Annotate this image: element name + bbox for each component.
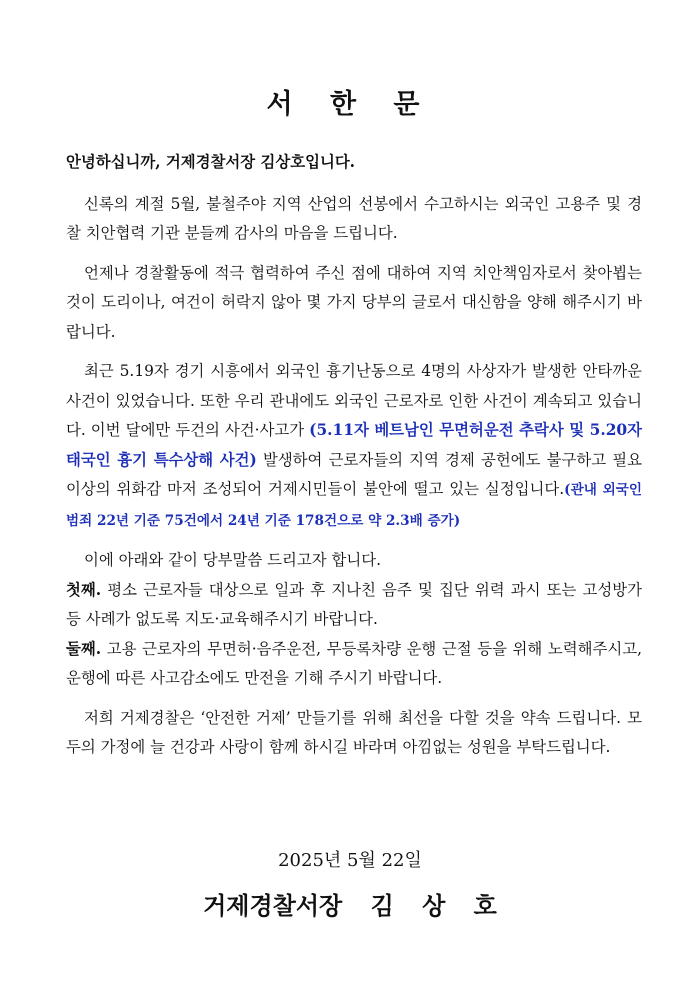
signature: 거제경찰서장 김 상 호 <box>203 891 497 920</box>
incidents-highlight: (5.11자 베트남인 무면허운전 추락사 및 5.20자 태국인 흉기 특수상해 사건) <box>66 421 642 469</box>
request-item-first-text: 평소 근로자들 대상으로 일과 후 지나친 음주 및 집단 위력 과시 또는 고성방가 등 사례가 없도록 지도·교육해주시기 바랍니다. <box>66 580 642 628</box>
paragraph-incidents <box>66 357 642 536</box>
incidents-text-b: 발생하여 근로자들의 지역 경제 공헌에도 불구하고 필요 이상의 위화감 마저 조성되어 거제시민들이 불안에 떨고 있는 실정입니다. <box>66 450 642 498</box>
paragraph-apology: 언제나 경찰활동에 적극 협력하여 주신 점에 대하여 지역 치안책임자로서 찾아뵙는 것이 도리이나, 여건이 허락지 않아 몇 가지 당부의 글로서 대신함을 양해 해주시기 바랍니다. <box>66 263 642 341</box>
crime-statistics-highlight: (관내 외국인 범죄 22년 기준 75건에서 24년 기준 178건으로 약 2.3배 증가) <box>66 482 642 529</box>
letter-body <box>66 148 642 773</box>
request-item-second-lead: 둘째. <box>66 639 102 658</box>
request-item-second <box>66 635 642 694</box>
greeting: 안녕하십니까, 거제경찰서장 김상호입니다. <box>66 153 356 171</box>
letter-date: 2025년 5월 22일 <box>278 850 422 871</box>
incidents-text-a: 최근 5.19자 경기 시흥에서 외국인 흉기난동으로 4명의 사상자가 발생한 안타까운 사건이 있었습니다. 또한 우리 관내에도 외국인 근로자로 인한 사건이 계속되고 있습니다. 이번 달에만 두건의 사건·사고가 <box>66 362 642 439</box>
request-item-second-text: 고용 근로자의 무면허·음주운전, 무등록차량 운행 근절 등을 위해 노력해주시고, 운행에 따른 사고감소에도 만전을 기해 주시기 바랍니다. <box>66 639 642 687</box>
paragraph-closing: 저희 거제경찰은 ‘안전한 거제’ 만들기를 위해 최선을 다할 것을 약속 드립니다. 모두의 가정에 늘 건강과 사랑이 함께 하시길 바라며 아낌없는 성원을 부탁드립니다. <box>66 708 642 756</box>
request-item-first-lead: 첫째. <box>66 580 102 599</box>
paragraph-gratitude: 신록의 계절 5월, 불철주야 지역 산업의 선봉에서 수고하시는 외국인 고용주 및 경찰 치안협력 기관 분들께 감사의 마음을 드립니다. <box>66 194 642 242</box>
paragraph-request-intro: 이에 아래와 같이 당부말씀 드리고자 합니다. <box>84 551 381 569</box>
document-title: 서 한 문 <box>266 89 434 120</box>
request-item-first <box>66 576 642 635</box>
